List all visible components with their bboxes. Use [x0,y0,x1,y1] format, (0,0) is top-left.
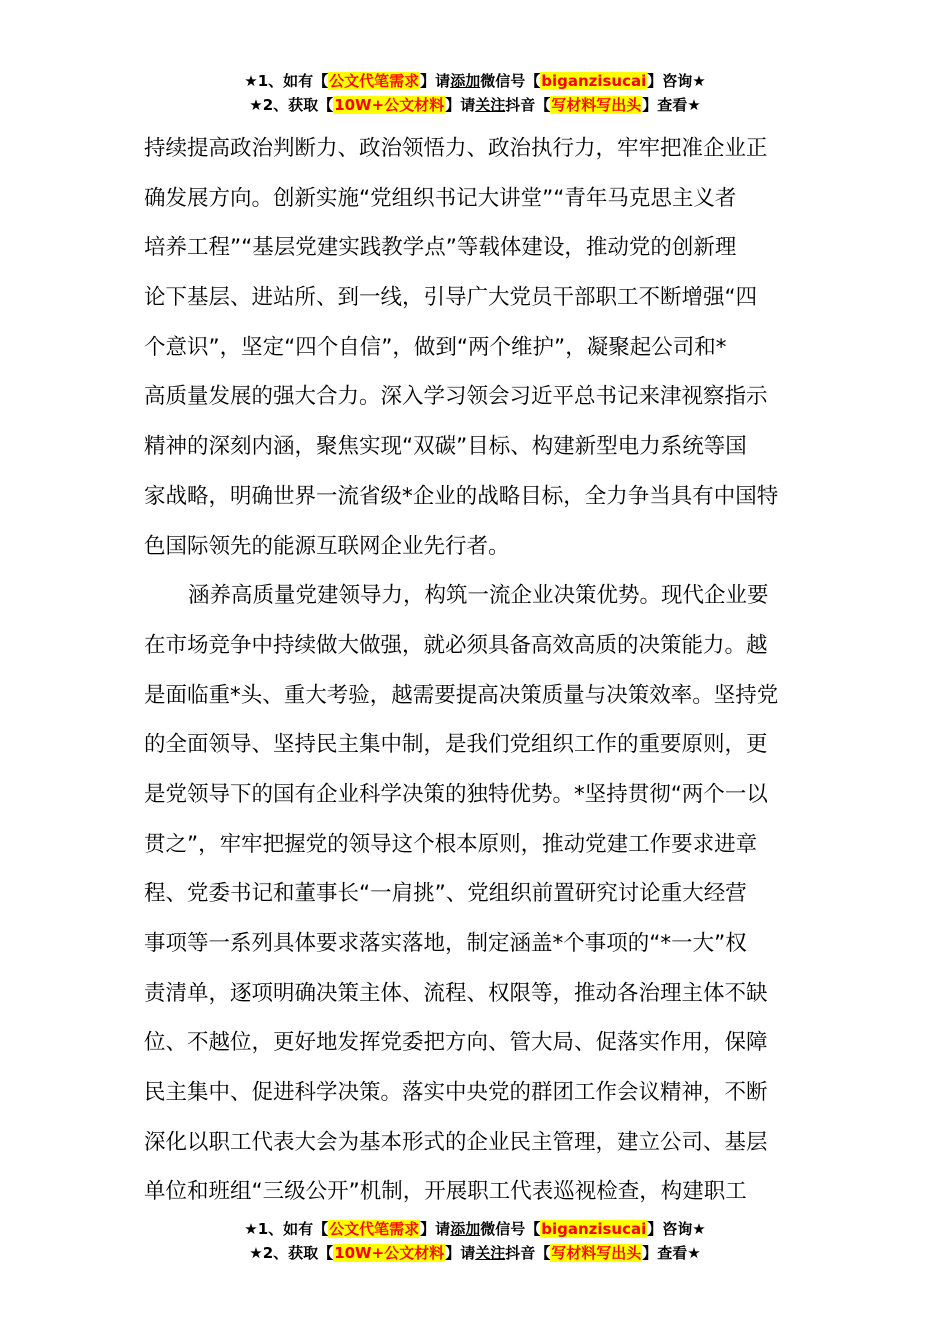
banner-text: ★2、获取【 [249,1244,334,1262]
banner-underlined-add: 添加 [450,1220,481,1238]
footer-banner [0,1218,950,1266]
highlight-wechat-id: biganzisucai [541,72,647,90]
text-line: 色国际领先的能源互联网企业先行者。 [144,533,510,559]
text-line: 家战略，明确世界一流省级*企业的战略目标，全力争当具有中国特 [144,483,779,509]
banner-text: 】请 [420,72,451,90]
text-line: 的全面领导、坚持民主集中制，是我们党组织工作的重要原则，更 [144,732,768,758]
text-line: 持续提高政治判断力、政治领悟力、政治执行力，牢牢把准企业正 [144,136,768,161]
text-line: 是面临重*头、重大考验，越需要提高决策质量与决策效率。坚持党 [144,682,779,708]
highlight-materials: 10W+公文材料 [334,1244,445,1262]
banner-line-2 [0,94,950,118]
banner-line-2 [0,1242,950,1266]
text-line: 高质量发展的强大合力。深入学习领会习近平总书记来津视察指示 [144,384,768,410]
text-line: 贯之”，牢牢把握党的领导这个根本原则，推动党建工作要求进章 [144,831,758,857]
banner-text: ★2、获取【 [249,96,334,114]
text-line: 程、党委书记和董事长“一肩挑”、党组织前置研究讨论重大经营 [144,881,747,907]
text-line: 个意识”，坚定“四个自信”，做到“两个维护”，凝聚起公司和* [144,334,727,360]
banner-text: ★1、如有【 [244,72,329,90]
header-banner [0,70,950,118]
text-line: 责清单，逐项明确决策主体、流程、权限等，推动各治理主体不缺 [144,980,768,1006]
banner-text: ★1、如有【 [244,1220,329,1238]
banner-text: 】查看★ [642,96,701,114]
text-line: 是党领导下的国有企业科学决策的独特优势。*坚持贯彻“两个一以 [144,781,768,807]
highlight-ghostwriting: 公文代笔需求 [329,72,420,90]
highlight-wechat-id: biganzisucai [541,1220,647,1238]
text-line: 论下基层、进站所、到一线，引导广大党员干部职工不断增强“四 [144,285,758,311]
banner-line-1 [0,70,950,94]
document-body [144,124,812,1217]
banner-text: 抖音【 [505,1244,551,1262]
banner-text: 微信号【 [480,1220,541,1238]
text-line: 精神的深刻内涵，聚焦实现“双碳”目标、构建新型电力系统等国 [144,434,747,460]
highlight-materials: 10W+公文材料 [334,96,445,114]
text-line: 单位和班组“三级公开”机制，开展职工代表巡视检查，构建职工 [144,1179,747,1205]
highlight-douyin-account: 写材料写出头 [551,96,642,114]
text-line: 培养工程”“基层党建实践教学点”等载体建设，推动党的创新理 [144,235,737,261]
text-line: 在市场竞争中持续做大做强，就必须具备高效高质的决策能力。越 [144,632,768,658]
text-line: 确发展方向。创新实施“党组织书记大讲堂”“青年马克思主义者 [144,185,737,211]
banner-text: 】请 [445,96,476,114]
banner-text: 】请 [420,1220,451,1238]
highlight-ghostwriting: 公文代笔需求 [329,1220,420,1238]
highlight-douyin-account: 写材料写出头 [551,1244,642,1262]
banner-underlined-follow: 关注 [475,96,506,114]
banner-text: 】咨询★ [647,72,706,90]
banner-underlined-follow: 关注 [475,1244,506,1262]
banner-text: 抖音【 [505,96,551,114]
paragraph-start-line: 涵养高质量党建领导力，构筑一流企业决策优势。现代企业要 [188,583,769,609]
text-line: 深化以职工代表大会为基本形式的企业民主管理，建立公司、基层 [144,1129,768,1155]
text-line: 位、不越位，更好地发挥党委把方向、管大局、促落实作用，保障 [144,1030,768,1056]
banner-underlined-add: 添加 [450,72,481,90]
text-line: 事项等一系列具体要求落实落地，制定涵盖*个事项的“*一大”权 [144,931,747,956]
banner-text: 微信号【 [480,72,541,90]
text-line: 民主集中、促进科学决策。落实中央党的群团工作会议精神，不断 [144,1080,768,1106]
banner-text: 】咨询★ [647,1220,706,1238]
banner-line-1 [0,1218,950,1242]
banner-text: 】请 [445,1244,476,1262]
banner-text: 】查看★ [642,1244,701,1262]
